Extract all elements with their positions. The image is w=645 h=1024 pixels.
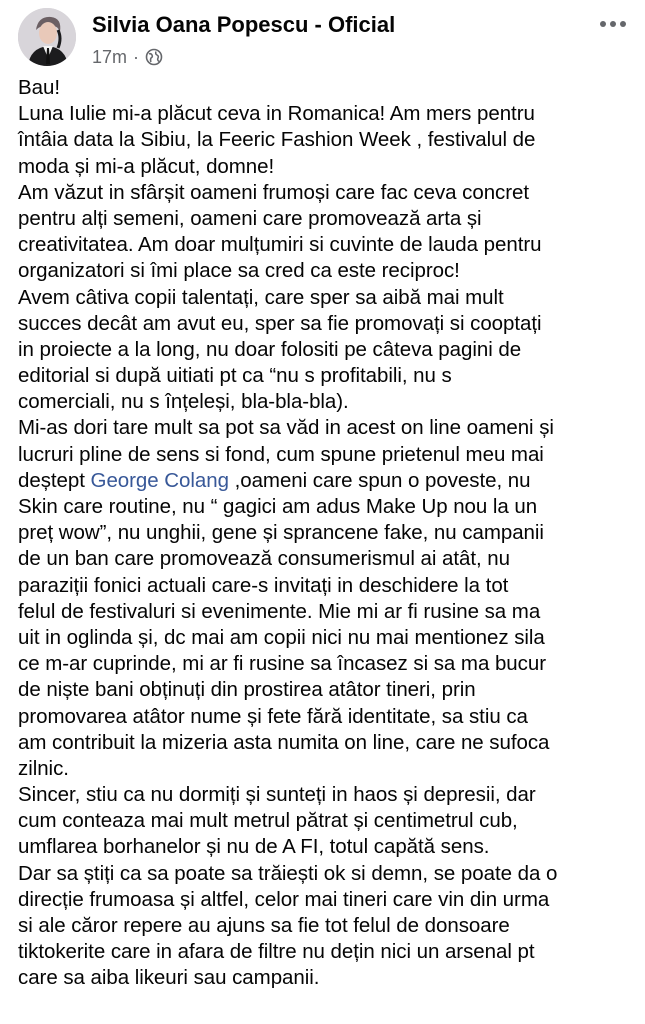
post-line: uit in oglinda și, dc mai am copii nici nu mai mentionez sila — [18, 625, 545, 649]
post-text — [18, 75, 638, 992]
post-line: paraziții fonici actuali care-s invitați in deschidere la tot — [18, 573, 509, 597]
post-line: Luna Iulie mi-a plăcut ceva in Romanica! Am mers pentru — [18, 102, 535, 126]
post-line: Skin care routine, nu “ gagici am adus Make Up nou la un — [18, 495, 538, 518]
post-line: care sa aiba likeuri sau campanii. — [18, 966, 320, 990]
post-line: Am văzut in sfârșit oameni frumoși care fac ceva concret — [18, 180, 530, 204]
post-line: de niște bani obținuți din prostirea atâtor tineri, prin — [18, 678, 476, 702]
post-line: Bau! — [18, 76, 60, 99]
post-line: tiktokerite care in afara de filtre nu dețin nici un arsenal pt — [18, 940, 535, 964]
post-line: preț wow”, nu unghii, gene și sprancene fake, nu campanii — [18, 521, 544, 545]
post-line: pentru alți semeni, oameni care promovează arta și — [18, 206, 482, 230]
post-line: comerciali, nu s înțeleși, bla-bla-bla). — [18, 390, 349, 414]
author-avatar[interactable] — [18, 8, 76, 66]
post-line: de un ban care promovează consumerismul ai atât, nu — [18, 547, 511, 571]
post-line: cum conteaza mai mult metrul pătrat și centimetrul cub, — [18, 809, 518, 833]
more-options-icon — [600, 21, 606, 27]
post-line: ce m-ar cuprinde, mi ar fi rusine sa încasez si sa ma bucur — [18, 652, 546, 676]
post-line: creativitatea. Am doar mulțumiri si cuvinte de lauda pentru — [18, 233, 542, 257]
post-line: promovarea atâtor nume și fete fără identitate, sa stiu ca — [18, 704, 528, 728]
author-name[interactable]: Silvia Oana Popescu - Oficial — [92, 12, 396, 37]
post-line: zilnic. — [18, 756, 69, 780]
more-options-button[interactable] — [595, 10, 631, 38]
post-line: Sincer, stiu ca nu dormiți și sunteți in haos și depresii, dar — [18, 783, 536, 807]
mention-link-george-colang[interactable]: George Colang — [90, 468, 229, 492]
post-line: si ale căror repere au ajuns sa fie tot felul de donsoare — [18, 914, 510, 937]
avatar-portrait-icon — [18, 8, 76, 66]
post-line: întâia data la Sibiu, la Feeric Fashion Week , festivalul de — [18, 128, 536, 152]
post-line: lucruri pline de sens si fond, cum spune prietenul meu mai — [18, 442, 544, 466]
post-line: Mi-as dori tare mult sa pot sa văd in acest on line oameni și — [18, 416, 554, 440]
post-line: Avem câtiva copii talentați, care sper sa aibă mai mult — [18, 285, 504, 309]
post-line: am contribuit la mizeria asta numita on line, care ne sufoca — [18, 730, 550, 754]
post-line: felul de festivaluri si evenimente. Mie mi ar fi rusine sa ma — [18, 599, 541, 623]
mention-before: deștept — [18, 468, 91, 492]
post-line: direcție frumoasa și altfel, celor mai tineri care vin din urma — [18, 887, 550, 911]
post-line: umflarea borhanelor și nu de A FI, totul capătă sens. — [18, 835, 490, 859]
globe-icon[interactable] — [145, 48, 163, 66]
post-line: succes decât am avut eu, sper sa fie promovați si cooptați — [18, 311, 542, 335]
post-line: moda și mi-a plăcut, domne! — [18, 154, 275, 178]
post-line: Dar sa știți ca sa poate sa trăiești ok si demn, se poate da o — [18, 861, 558, 885]
post-line: in proiecte a la long, nu doar folositi pe câteva pagini de — [18, 337, 522, 361]
post-line-mention — [18, 468, 638, 494]
post-header — [0, 0, 645, 72]
post-line: organizatori si îmi place sa cred ca este reciproc! — [18, 259, 460, 283]
meta-separator: · — [133, 47, 140, 67]
mention-after: ,oameni care spun o poveste, nu — [228, 468, 531, 492]
post-line: editorial si după uitiati pt ca “nu s profitabili, nu s — [18, 364, 452, 388]
post-time[interactable]: 17m — [92, 46, 128, 67]
post-meta — [92, 44, 163, 70]
